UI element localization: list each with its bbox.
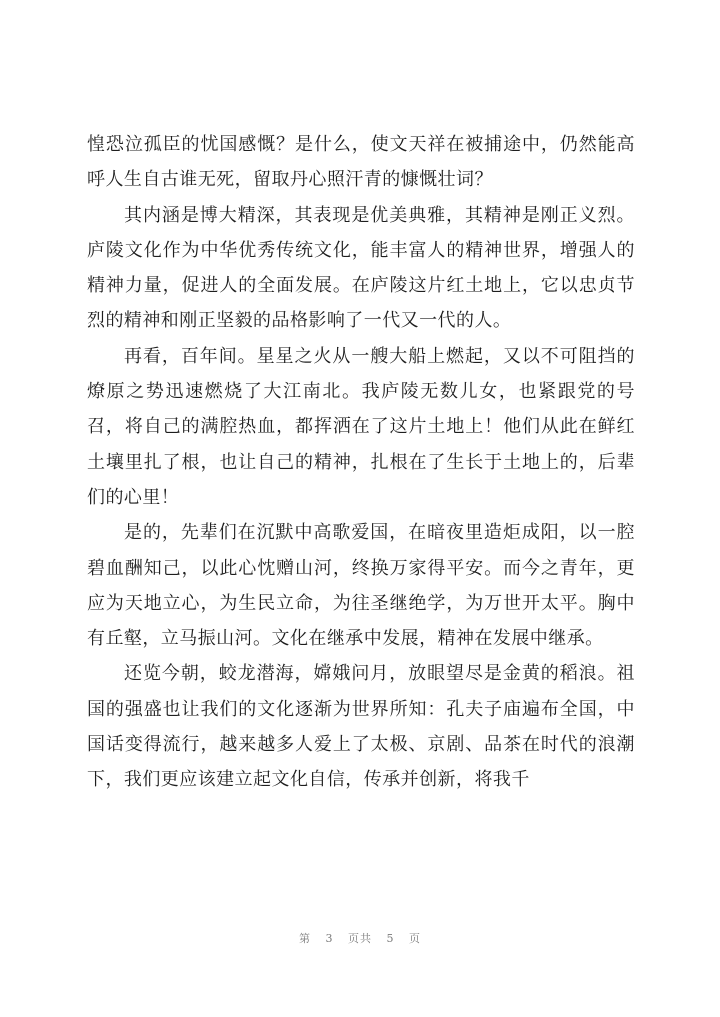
footer-prefix: 第 [299, 932, 311, 945]
page-footer [0, 930, 720, 946]
paragraph-4: 是的，先辈们在沉默中高歌爱国，在暗夜里造炬成阳，以一腔碧血酬知己，以此心忱赠山河，终换万家得平安。而今之青年，更应为天地立心，为生民立命，为往圣继绝学，为万世开太平。胸中有丘壑，立马振山河。文化在继承中发展，精神在发展中继承。 [87, 522, 635, 650]
footer-middle: 页共 [348, 932, 372, 945]
footer-suffix: 页 [409, 932, 421, 945]
footer-current-page: 3 [325, 932, 334, 945]
paragraph-3: 再看，百年间。星星之火从一艘大船上燃起，又以不可阻挡的燎原之势迅速燃烧了大江南北。我庐陵无数儿女，也紧跟党的号召，将自己的满腔热血，都挥洒在了这片土地上！他们从此在鲜红土壤里扎了根，也让自己的精神，扎根在了生长于土地上的，后辈们的心里！ [87, 345, 635, 508]
paragraph-1: 惶恐泣孤臣的忧国感慨？是什么，使文天祥在被捕途中，仍然能高呼人生自古谁无死，留取丹心照汗青的慷慨壮词？ [87, 134, 635, 191]
paragraph-2: 其内涵是博大精深，其表现是优美典雅，其精神是刚正义烈。庐陵文化作为中华优秀传统文化，能丰富人的精神世界，增强人的精神力量，促进人的全面发展。在庐陵这片红土地上，它以忠贞节烈的精神和刚正坚毅的品格影响了一代又一代的人。 [87, 204, 635, 332]
paragraph-5: 还览今朝，蛟龙潜海，嫦娥问月，放眼望尽是金黄的稻浪。祖国的强盛也让我们的文化逐渐为世界所知：孔夫子庙遍布全国，中国话变得流行，越来越多人爱上了太极、京剧、品茶在时代的浪潮下，我们更应该建立起文化自信，传承并创新，将我千 [87, 663, 635, 791]
document-body [87, 127, 635, 798]
footer-total-pages: 5 [386, 932, 395, 945]
